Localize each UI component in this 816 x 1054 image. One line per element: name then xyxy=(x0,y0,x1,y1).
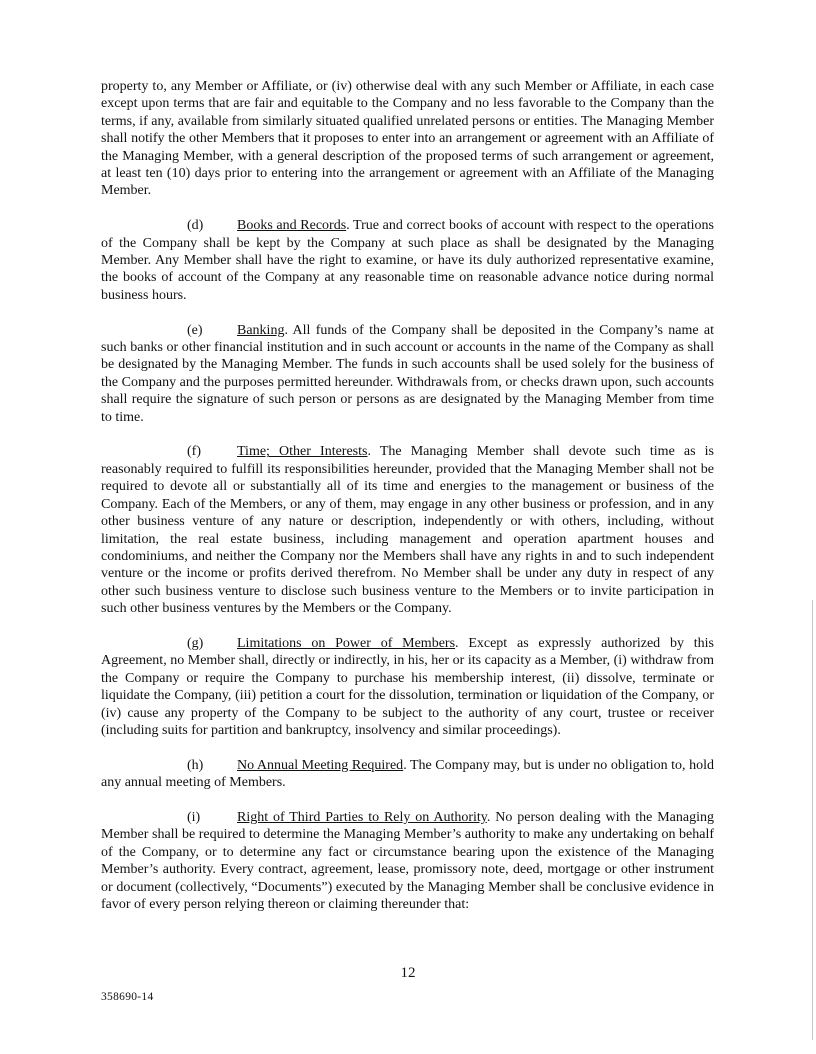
section-i xyxy=(101,809,714,913)
opening-paragraph: property to, any Member or Affiliate, or (iv) otherwise deal with any such Member or Affiliate, in each case except upon terms that are fair and equitable to the Company and no less favorable to the Company than the terms, if any, available from similarly situated qualified unrelated persons or entities. The Managing Member shall notify the other Members that it proposes to enter into an arrangement or agreement with an Affiliate of the Managing Member, with a general description of the proposed terms of such arrangement or agreement, at least ten (10) days prior to entering into the arrangement or agreement with an Affiliate of the Managing Member. xyxy=(101,79,714,199)
document-id: 358690-14 xyxy=(101,991,154,1003)
section-heading: Books and Records xyxy=(237,218,347,234)
body-text xyxy=(101,78,714,931)
section-heading: Right of Third Parties to Rely on Authority xyxy=(237,809,487,825)
section-number: (d) xyxy=(187,218,204,234)
section-g xyxy=(101,635,714,739)
section-number: (h) xyxy=(187,757,204,773)
section-number: (i) xyxy=(187,809,201,825)
section-d xyxy=(101,217,714,304)
section-e xyxy=(101,322,714,426)
section-heading: Banking xyxy=(237,322,285,338)
section-body: . No person dealing with the Managing Member shall be required to determine the Managing Member’s authority to make any undertaking on behalf of the Company, or to determine any fact or circumstance bearing upon the existence of the Managing Member’s authority. Every contract, agreement, lease, promissory note, deed, mortgage or other instrument or document (collectively, “Documents”) executed by the Managing Member shall be conclusive evidence in favor of every person relying thereon or claiming thereunder that: xyxy=(101,809,714,912)
section-body: . All funds of the Company shall be deposited in the Company’s name at such banks or other financial institution and in such account or accounts in the name of the Company as shall be designated by the Managing Member. The funds in such accounts shall be used solely for the business of the Company and the purposes permitted hereunder. Withdrawals from, or checks drawn upon, such accounts shall require the signature of such person or persons as are designated by the Managing Member from time to time. xyxy=(101,322,714,425)
section-body: . Except as expressly authorized by this Agreement, no Member shall, directly or indirectly, in his, her or its capacity as a Member, (i) withdraw from the Company or require the Company to purchase his membership interest, (ii) dissolve, terminate or liquidate the Company, (iii) petition a court for the dissolution, termination or liquidation of the Company, or (iv) cause any property of the Company to be subject to the authority of any court, trustee or receiver (including suits for partition and bankruptcy, insolvency and similar proceedings). xyxy=(101,635,714,738)
section-body: . True and correct books of account with respect to the operations of the Company shall be kept by the Company at such place as shall be designated by the Managing Member. Any Member shall have the right to examine, or have its duly authorized representative examine, the books of account of the Company at any reasonable time on reasonable advance notice during normal business hours. xyxy=(101,218,714,303)
section-f xyxy=(101,443,714,617)
section-number: (e) xyxy=(187,322,203,338)
section-body: . The Company may, but is under no obligation to, hold any annual meeting of Members. xyxy=(101,757,714,791)
scan-edge-line xyxy=(812,600,813,1040)
section-heading: Time; Other Interests xyxy=(237,444,368,460)
section-heading: Limitations on Power of Members xyxy=(237,635,456,651)
section-number: (f) xyxy=(187,444,201,460)
section-number: (g) xyxy=(187,635,204,651)
section-heading: No Annual Meeting Required xyxy=(237,757,404,773)
section-h xyxy=(101,757,714,792)
page-number: 12 xyxy=(400,965,416,981)
section-body: . The Managing Member shall devote such time as is reasonably required to fulfill its responsibilities hereunder, provided that the Managing Member shall not be required to devote all or substantially all of its time and energies to the management or business of the Company. Each of the Members, or any of them, may engage in any other business or profession, and in any other business venture of any nature or description, independently or with others, including, without limitation, the real estate business, including management and operation apartment houses and condominiums, and neither the Company nor the Members shall have any rights in and to such independent venture or the income or profits derived therefrom. No Member shall be under any duty in respect of any other such business venture to disclose such business venture to the Members or to invite participation in such other business ventures by the Members or the Company. xyxy=(101,444,715,617)
